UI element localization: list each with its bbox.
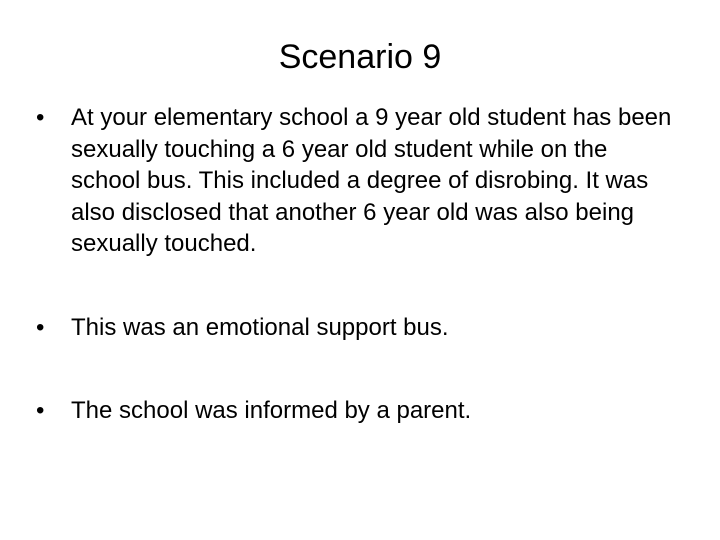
bullet-item (36, 102, 676, 260)
bullet-dot-icon: • (36, 104, 45, 131)
bullet-item (36, 312, 676, 344)
bullet-text: This was an emotional support bus. (71, 313, 449, 341)
bullet-item (36, 395, 676, 427)
bullet-text: At your elementary school a 9 year old student has been sexually touching a 6 year old student while on the school bus. This included a degree of disrobing. It was also disclosed that another 6 year old was also being sexually touched. (71, 104, 672, 257)
bullet-dot-icon: • (36, 313, 45, 341)
bullet-list (36, 102, 676, 427)
slide-title: Scenario 9 (278, 38, 442, 76)
bullet-text: The school was informed by a parent. (71, 397, 472, 424)
bullet-dot-icon: • (36, 397, 45, 424)
